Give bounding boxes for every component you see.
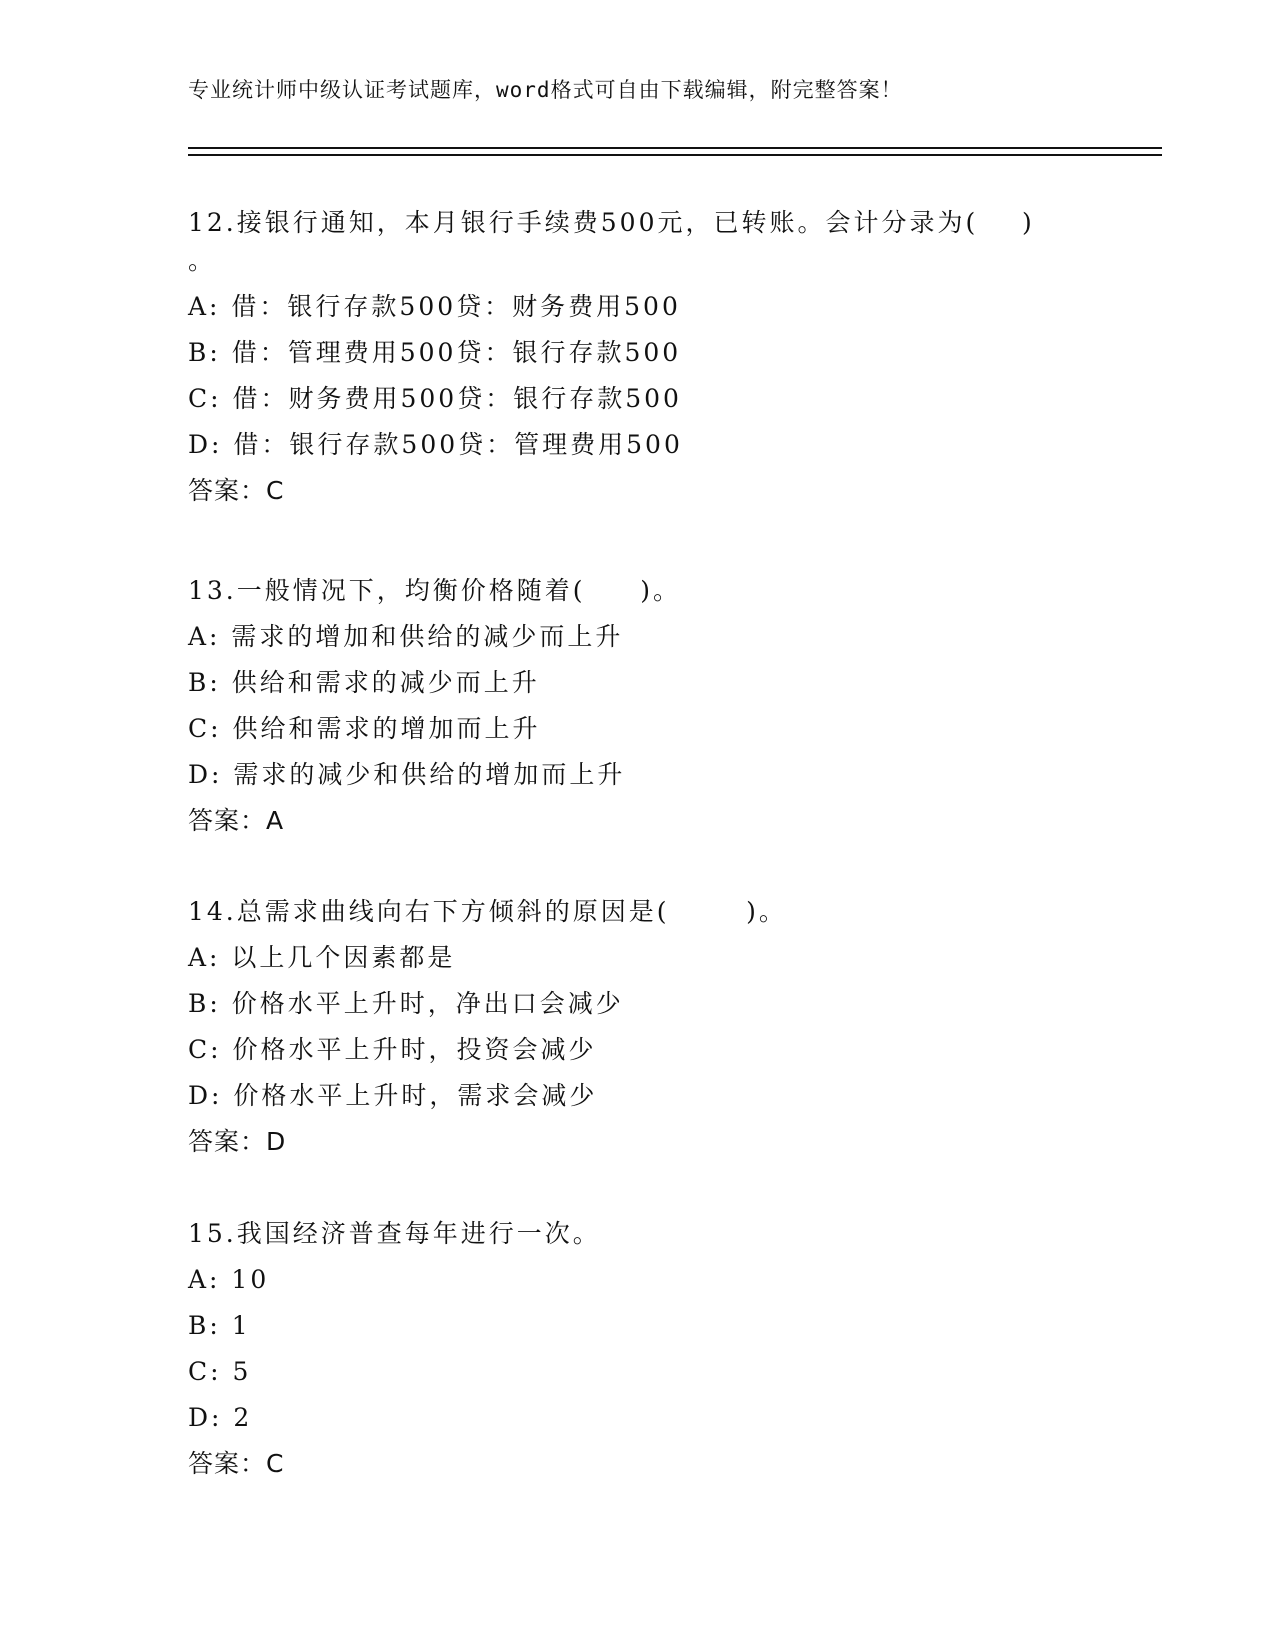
option-d: D: 价格水平上升时，需求会减少 [188, 1081, 598, 1110]
question-stem: 14.总需求曲线向右下方倾斜的原因是( )。 [188, 897, 787, 926]
answer: 答案：A [188, 806, 285, 835]
option-a: A: 以上几个因素都是 [188, 943, 456, 972]
option-d: D: 借：银行存款500贷：管理费用500 [188, 430, 683, 459]
answer: 答案：C [188, 1449, 285, 1478]
question-13 [188, 568, 681, 844]
question-stem: 15.我国经济普查每年进行一次。 [188, 1219, 601, 1248]
option-d: D: 需求的减少和供给的增加而上升 [188, 760, 626, 789]
option-b: B: 供给和需求的减少而上升 [188, 668, 540, 697]
option-b: B: 1 [188, 1311, 251, 1340]
option-b: B: 借：管理费用500贷：银行存款500 [188, 338, 682, 367]
option-a: A: 需求的增加和供给的减少而上升 [188, 622, 624, 651]
question-stem-continuation: 。 [188, 246, 217, 275]
option-c: C: 5 [188, 1357, 252, 1386]
option-b: B: 价格水平上升时，净出口会减少 [188, 989, 624, 1018]
answer: 答案：C [188, 476, 285, 505]
option-d: D: 2 [188, 1403, 253, 1432]
option-c: C: 供给和需求的增加而上升 [188, 714, 541, 743]
option-c: C: 价格水平上升时，投资会减少 [188, 1035, 597, 1064]
option-a: A: 10 [188, 1265, 270, 1294]
page-header: 专业统计师中级认证考试题库，word格式可自由下载编辑，附完整答案！ [188, 78, 903, 102]
option-c: C: 借：财务费用500贷：银行存款500 [188, 384, 682, 413]
header-double-rule [188, 147, 1162, 156]
option-a: A: 借：银行存款500贷：财务费用500 [188, 292, 681, 321]
question-stem: 13.一般情况下，均衡价格随着( )。 [188, 576, 682, 605]
question-14 [188, 889, 787, 1165]
answer: 答案：D [188, 1127, 287, 1156]
question-stem: 12.接银行通知，本月银行手续费500元，已转账。会计分录为( ) [188, 208, 1035, 237]
question-15 [188, 1211, 601, 1487]
question-12 [188, 200, 1035, 514]
